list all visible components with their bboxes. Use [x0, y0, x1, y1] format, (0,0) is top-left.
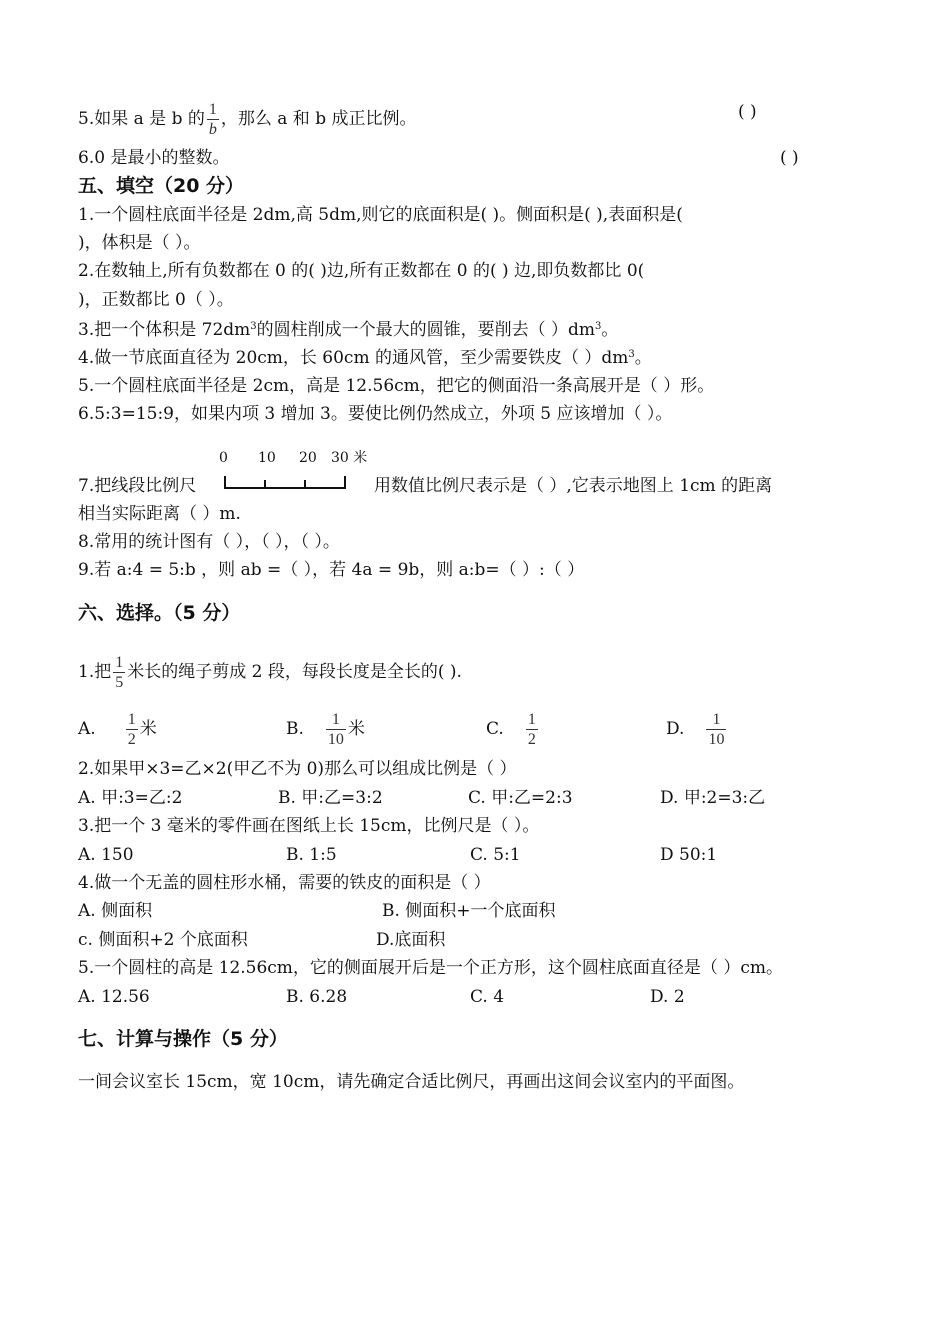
- choice-item-2: 2.如果甲×3=乙×2(甲乙不为 0)那么可以组成比例是（ ）: [78, 759, 517, 779]
- fill-item-8: 8.常用的统计图有（ ），（ ），（ ）。: [78, 532, 340, 552]
- choice-2-option-b: B. 甲:乙=3:2: [278, 788, 383, 808]
- choice-1-option-d: D. $\frac{1}{10}$: [666, 711, 725, 748]
- choice-4-option-c: c. 侧面积+2 个底面积: [78, 930, 248, 950]
- line-segment-scale-bar: [222, 472, 348, 494]
- fill-item-7-line1-pre: 7.把线段比例尺: [78, 476, 197, 496]
- choice-2-option-c: C. 甲:乙=2:3: [468, 788, 573, 808]
- fill-item-9: 9.若 a:4 = 5:b ，则 ab =（ ），若 4a = 9b，则 a:b=（ ）:（ ）: [78, 560, 585, 580]
- judge-item-6: 6.0 是最小的整数。: [78, 148, 230, 168]
- fill-item-5: 5.一个圆柱底面半径是 2cm，高是 12.56cm，把它的侧面沿一条高展开是（ ）形。: [78, 376, 715, 396]
- choice-2-option-a: A. 甲:3=乙:2: [78, 788, 183, 808]
- choice-4-option-a: A. 侧面积: [78, 901, 153, 921]
- choice-item-3: 3.把一个 3 毫米的零件画在图纸上长 15cm，比例尺是（ ）。: [78, 816, 540, 836]
- choice-1-option-a: A. $\frac{1}{2}$ 米: [78, 711, 157, 748]
- section-title-calculation: 七、计算与操作（5 分）: [78, 1028, 288, 1050]
- choice-5-option-b: B. 6.28: [286, 987, 348, 1007]
- choice-3-option-a: A. 150: [78, 845, 134, 865]
- choice-5-option-c: C. 4: [470, 987, 505, 1007]
- scale-tick-label-10: 10: [258, 450, 276, 466]
- choice-3-option-c: C. 5:1: [470, 845, 521, 865]
- choice-item-5: 5.一个圆柱的高是 12.56cm，它的侧面展开后是一个正方形，这个圆柱底面直径是（ ）cm。: [78, 958, 783, 978]
- scale-tick-label-30: 30 米: [331, 450, 368, 466]
- fill-item-7-line2: 相当实际距离（ ）m.: [78, 504, 241, 524]
- choice-2-option-d: D. 甲:2=3:乙: [660, 788, 766, 808]
- choice-4-option-b: B. 侧面积+一个底面积: [382, 901, 556, 921]
- choice-5-option-a: A. 12.56: [78, 987, 150, 1007]
- answer-paren-j6: ( ): [780, 148, 799, 168]
- section-title-fill-blank: 五、填空（20 分）: [78, 175, 245, 197]
- fill-item-4: 4.做一节底面直径为 20cm，长 60cm 的通风管，至少需要铁皮（ ）$dm^3$。: [78, 348, 652, 368]
- choice-item-4: 4.做一个无盖的圆柱形水桶，需要的铁皮的面积是（ ）: [78, 873, 491, 893]
- judge-item-5: 5.如果 a 是 b 的 $\frac{1}{b}$ ，那么 a 和 b 成正比例。: [78, 101, 417, 138]
- fraction-1-over-b: $\frac{1}{b}$: [208, 101, 217, 138]
- answer-paren-j5: ( ): [738, 102, 757, 122]
- choice-3-option-b: B. 1:5: [286, 845, 337, 865]
- choice-5-option-d: D. 2: [650, 987, 685, 1007]
- fill-item-3: 3.把一个体积是 $72dm^3$的圆柱削成一个最大的圆锥，要削去（ ）$dm^3$。: [78, 320, 619, 340]
- fill-item-6: 6.5:3=15:9，如果内项 3 增加 3。要使比例仍然成立，外项 5 应该增加（ ）。: [78, 404, 673, 424]
- operation-item-1: 一间会议室长 15cm，宽 10cm，请先确定合适比例尺，再画出这间会议室内的平面图。: [78, 1072, 745, 1092]
- fill-item-2-line1: 2.在数轴上,所有负数都在 0 的( )边,所有正数都在 0 的( ) 边,即负数都比 0(: [78, 261, 645, 281]
- choice-4-option-d: D.底面积: [376, 930, 446, 950]
- fraction-1-over-5: $\frac{1}{5}$: [115, 654, 124, 691]
- choice-1-option-c: C. $\frac{1}{2}$: [486, 711, 536, 748]
- choice-3-option-d: D 50:1: [660, 845, 718, 865]
- choice-1-option-b: B. $\frac{1}{10}$ 米: [286, 711, 365, 748]
- scale-tick-label-20: 20: [299, 450, 317, 466]
- section-title-choice: 六、选择。（5 分）: [78, 602, 241, 624]
- fill-item-1-line2: )，体积是（ ）。: [78, 233, 201, 253]
- fill-item-7-line1-post: 用数值比例尺表示是（ ）,它表示地图上 1cm 的距离: [374, 476, 773, 496]
- fill-item-1-line1: 1.一个圆柱底面半径是 2dm,高 5dm,则它的底面积是( )。侧面积是( ),表面积是(: [78, 205, 683, 225]
- fill-item-2-line2: )，正数都比 0（ ）。: [78, 290, 234, 310]
- choice-item-1: 1.把 $\frac{1}{5}$ 米长的绳子剪成 2 段，每段长度是全长的( ).: [78, 654, 462, 691]
- scale-tick-label-0: 0: [219, 450, 228, 466]
